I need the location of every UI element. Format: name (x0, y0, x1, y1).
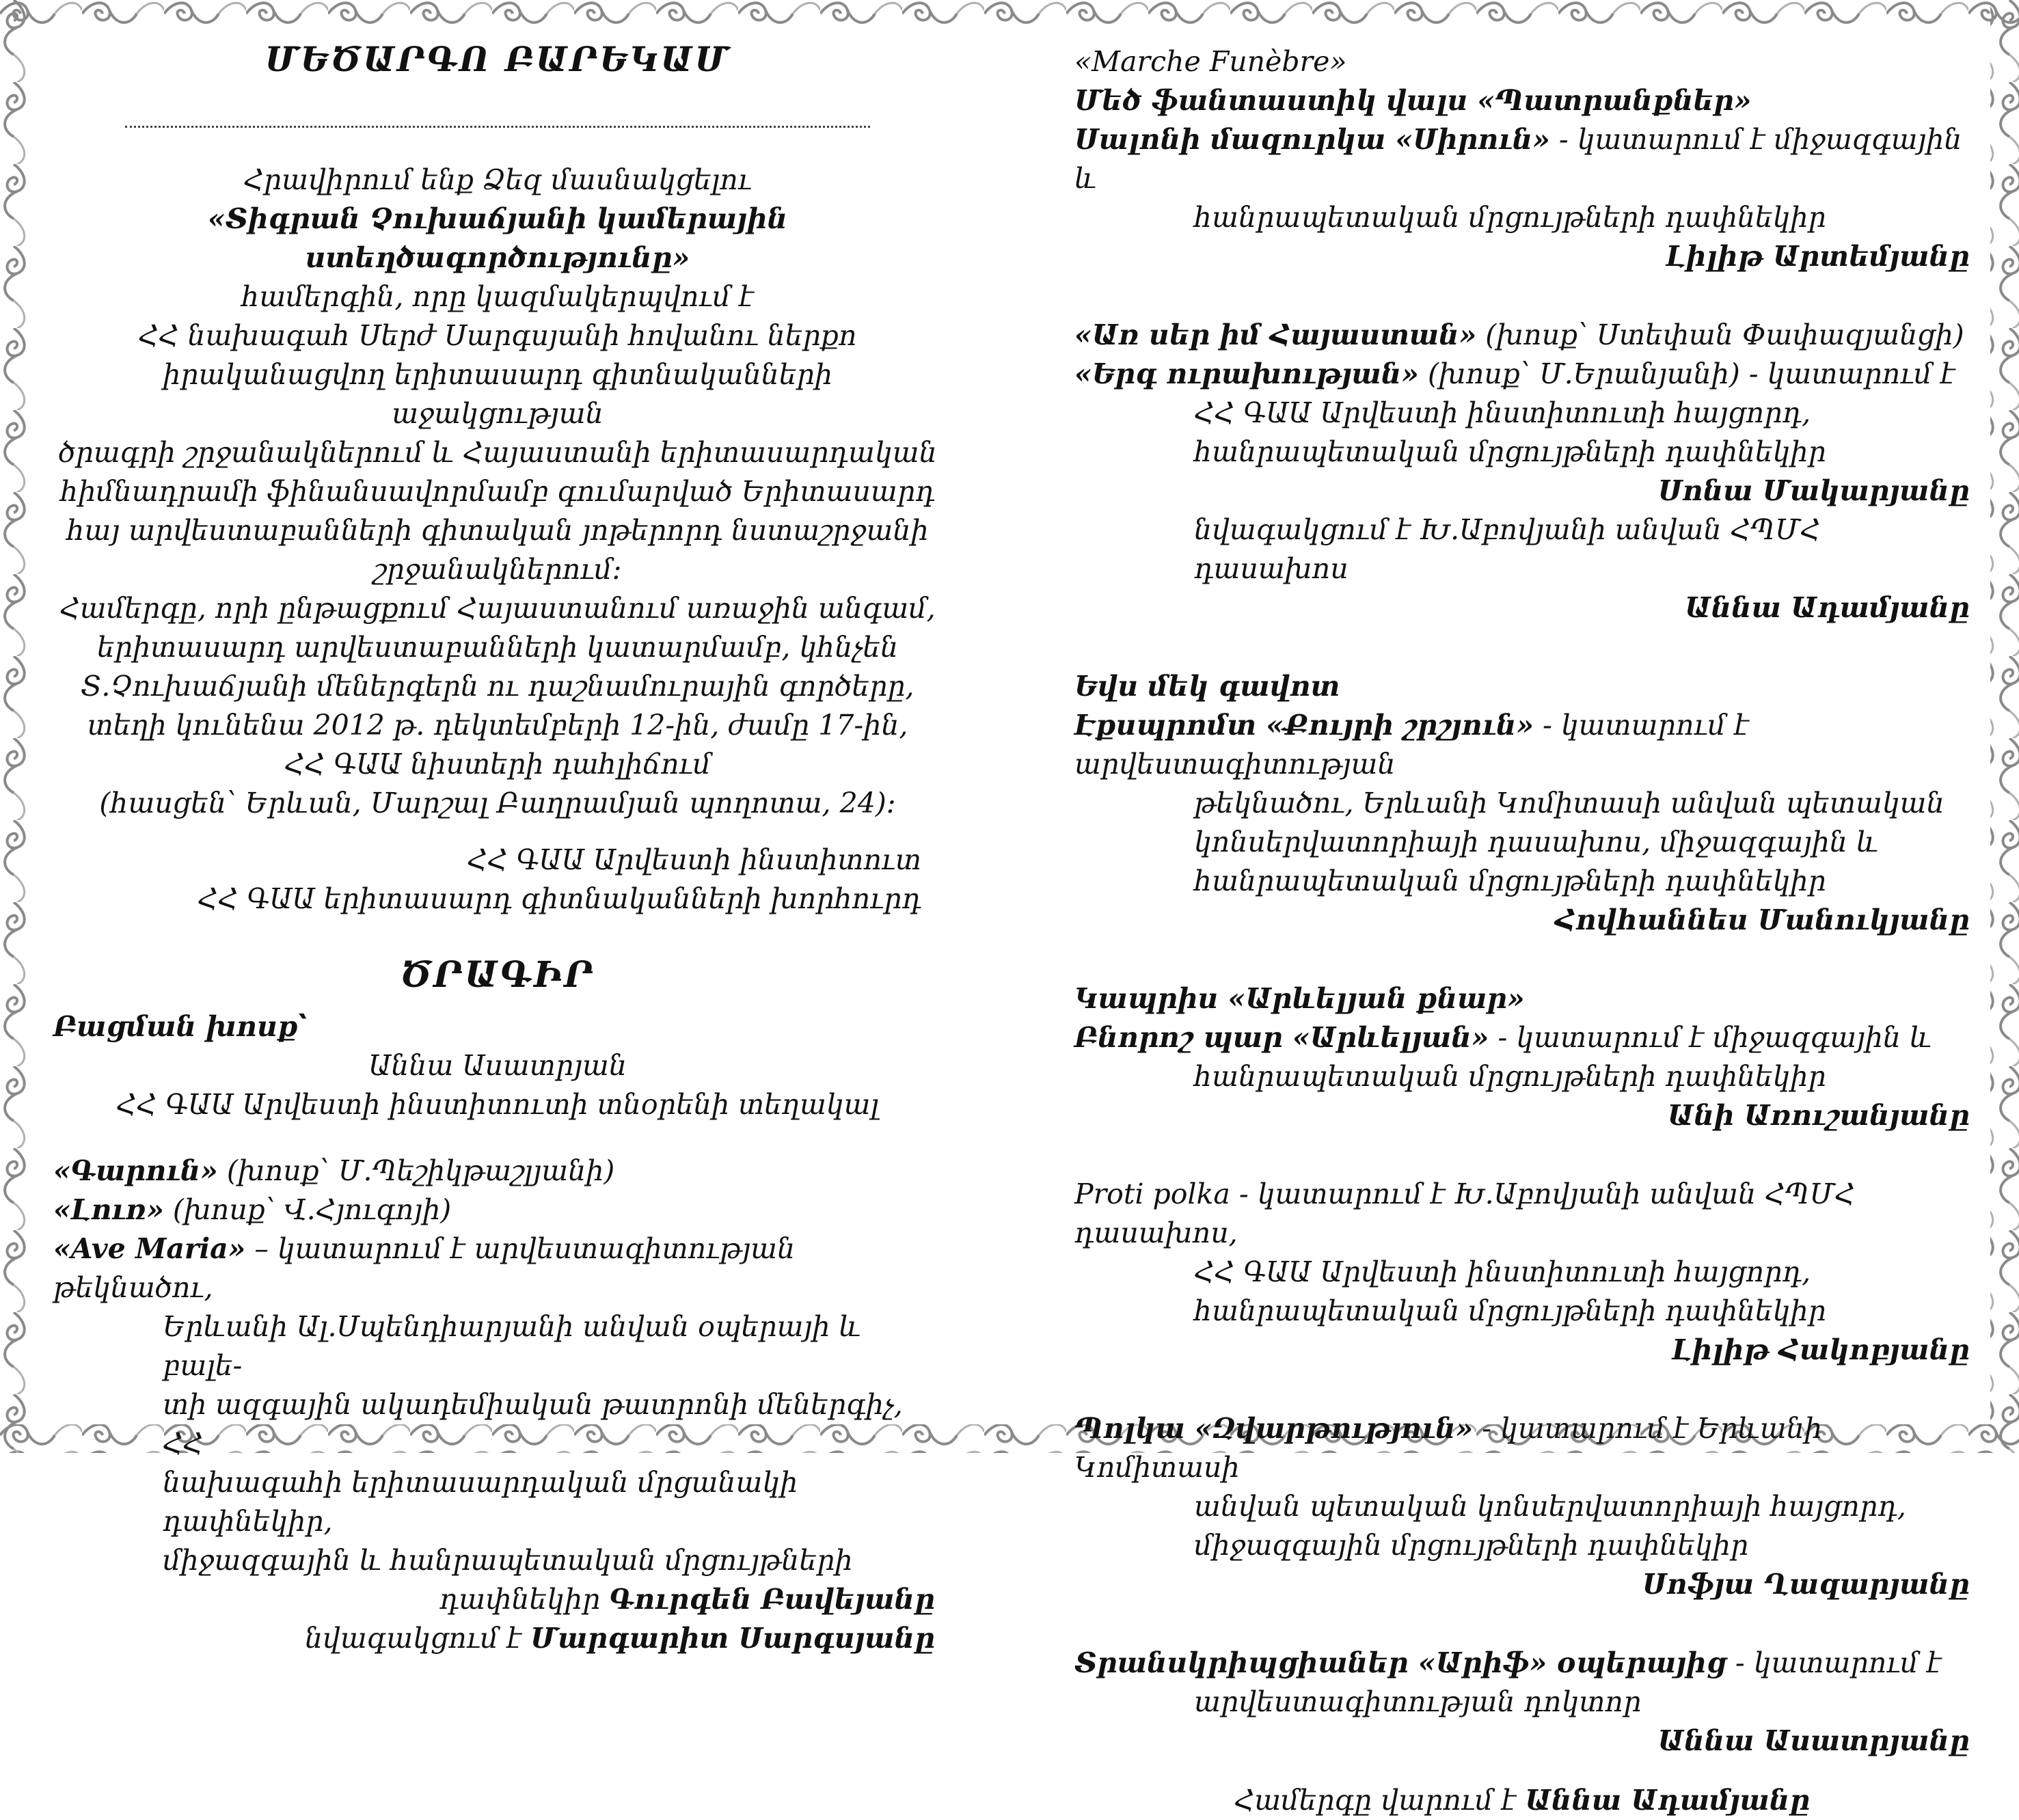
program-bold-text: Մեծ ֆանտաստիկ վալս «Պատրանքներ» (1074, 84, 1752, 117)
program-item (1074, 1409, 1970, 1604)
invitation-line: ՀՀ ԳԱԱ նիստերի դահլիճում (284, 748, 711, 780)
piece-line (53, 1191, 942, 1230)
program-line (1074, 198, 1970, 237)
program-bold-text: «Առ սեր իմ Հայաստան» (1074, 318, 1477, 351)
invitation-line: հիմնադրամի ֆինանսավորմամբ գումարված Երիտասարդ (60, 475, 935, 508)
program-line (1074, 237, 1970, 276)
opening-label: Բացման խոսք՝ (53, 1010, 308, 1043)
opening-role: ՀՀ ԳԱԱ Արվեստի ինստիտուտի տնօրենի տեղակալ (116, 1088, 880, 1121)
detail-line: Երևանի Ալ.Սպենդիարյանի անվան օպերայի և բալե- (163, 1310, 861, 1382)
block-gap (1074, 627, 1970, 667)
program-line (1074, 1018, 1970, 1057)
pieces-list (53, 1152, 942, 1307)
program-line (1074, 901, 1970, 940)
program-bold-text: Տրանսկրիպցիաներ «Արիֆ» օպերայից (1074, 1646, 1726, 1679)
opening-name: Աննա Ասատրյան (368, 1049, 627, 1082)
invitation-line: իրականացվող երիտասարդ գիտնականների աջակցության (163, 358, 832, 430)
program-text: Proti polka (1074, 1178, 1230, 1210)
invitation-line: ծրագրի շրջանակներում և Հայաստանի երիտասարդական (58, 436, 937, 469)
program-text: միջազգային մրցույթների դափնեկիր (1194, 1529, 1749, 1562)
program-text: - կատարում է Խ.Աբովյանի անվան ՀՊՄՀ դասախոս, (1074, 1178, 1855, 1249)
program-blocks (1074, 42, 1970, 1761)
program-line (1074, 823, 1970, 862)
program-item (1074, 1175, 1970, 1370)
program-line (1074, 706, 1970, 784)
invitation-line: Հրավիրում ենք Ձեզ մասնակցելու (243, 163, 752, 196)
program-bold-text: Սոֆյա Ղազարյանը (1642, 1568, 1970, 1601)
program-text: անվան պետական կոնսերվատորիայի հայցորդ, (1194, 1490, 1906, 1523)
program-text: ՀՀ ԳԱԱ Արվեստի ինստիտուտի հայցորդ, (1194, 396, 1811, 429)
program-bold-text: Լիլիթ Արտեմյանը (1666, 240, 1970, 273)
program-line (1074, 1096, 1970, 1135)
program-bold-text: Եվս մեկ գավոտ (1074, 670, 1340, 703)
program-line (1074, 42, 1970, 81)
invitation-title: ՄԵԾԱՐԳՈ ԲԱՐԵԿԱՄ (265, 39, 731, 79)
detail-line: նախագահի երիտասարդական մրցանակի դափնեկիր, (163, 1466, 798, 1538)
program-text: - կատարում է արվեստագիտության (1074, 709, 1749, 780)
detail-line: տի ազգային ակադեմիական թատրոնի մեներգիչ, ՀՀ (163, 1388, 903, 1460)
program-item (1074, 42, 1970, 276)
program-bold-text: Սալոնի մազուրկա «Սիրուն» (1074, 123, 1550, 156)
program-column (1074, 42, 1970, 1820)
program-text: արվեստագիտության դոկտոր (1194, 1685, 1642, 1718)
program-text: - կատարում է միջազգային և (1489, 1021, 1932, 1054)
program-line (1074, 1487, 1970, 1526)
program-line (1074, 667, 1970, 706)
program-line (1074, 355, 1970, 394)
program-bold-text: Աննա Ադամյանը (1684, 591, 1970, 624)
invitation-column (53, 36, 942, 1658)
program-line (1074, 784, 1970, 823)
invitation-line: Տ.Չուխաճյանի մեներգերն ու դաշնամուրային գործերը, (81, 670, 914, 703)
program-line (1074, 1292, 1970, 1331)
program-item (1074, 316, 1970, 627)
program-bold-text: Անի Առուշանյանը (1667, 1099, 1970, 1132)
program-text: «Marche Funèbre» (1074, 45, 1347, 78)
program-text: հանրապետական մրցույթների դափնեկիր (1194, 865, 1826, 897)
invitation-line: տեղի կունենա 2012 թ. դեկտեմբերի 12-ին, ժամը 17-ին, (87, 709, 908, 742)
ave-maria-details (53, 1307, 942, 1580)
program-text: նվագակցում է Խ.Աբովյանի անվան ՀՊՄՀ դասախոս (1194, 513, 1821, 585)
program-text: կոնսերվատորիայի դասախոս, միջազգային և (1194, 826, 1879, 858)
program-item (1074, 1644, 1970, 1761)
piece-line (53, 1230, 942, 1307)
program-line (1074, 1175, 1970, 1253)
program-line (1074, 1253, 1970, 1292)
program-line (1074, 1526, 1970, 1565)
dotted-divider (125, 126, 870, 128)
piece-info: (խոսք՝ Վ.Հյուգոյի) (163, 1193, 452, 1226)
program-text: ՀՀ ԳԱԱ Արվեստի ինստիտուտի հայցորդ, (1194, 1255, 1811, 1288)
program-text: հանրապետական մրցույթների դափնեկիր (1194, 1294, 1826, 1327)
program-line (1074, 1722, 1970, 1761)
program-text: - կատարում է (1726, 1646, 1942, 1679)
accompanist-name: Մարգարիտ Սարգսյանը (530, 1622, 935, 1655)
organizer-line: ՀՀ ԳԱԱ երիտասարդ գիտնականների խորհուրդ (198, 882, 921, 915)
invitation-line: շրջանակներում: (373, 553, 622, 586)
program-bold-text: Պոլկա «Զվարթություն» (1074, 1412, 1474, 1445)
program-line (1074, 394, 1970, 433)
invitation-text (53, 161, 942, 823)
performer-name: Գուրգեն Բավեյանը (609, 1583, 935, 1616)
program-text: - կատարում է Երևանի Կոմիտասի (1074, 1412, 1822, 1484)
piece-line (53, 1152, 942, 1191)
program-line (1074, 472, 1970, 511)
program-line (1074, 1331, 1970, 1370)
program-bold-text: Էքսպրոմտ «Քույրի շրշյուն» (1074, 709, 1534, 742)
organizers (53, 841, 942, 919)
program-line (1074, 588, 1970, 627)
program-bold-text: Լիլիթ Հակոբյանը (1671, 1333, 1970, 1366)
program-bold-text: Հովհաննես Մանուկյանը (1555, 904, 1970, 936)
program-line (1074, 1565, 1970, 1604)
host-name: Աննա Ադամյանը (1525, 1784, 1811, 1817)
block-gap (1074, 940, 1970, 979)
program-text: հանրապետական մրցույթների դափնեկիր (1194, 201, 1826, 234)
accompanist-line (53, 1619, 942, 1658)
program-line (1074, 433, 1970, 472)
performer-line (53, 1580, 942, 1619)
block-gap (1074, 276, 1970, 316)
program-line (1074, 1057, 1970, 1096)
invitation-line: ՀՀ նախագահ Սերժ Սարգսյանի հովանու ներքո (138, 319, 857, 352)
piece-info: (խոսք՝ Մ.Պեշիկթաշլյանի) (217, 1154, 615, 1187)
program-text: թեկնածու, Երևանի Կոմիտասի անվան պետական (1194, 787, 1945, 819)
program-line (1074, 1644, 1970, 1683)
program-line (1074, 511, 1970, 588)
program-item (1074, 979, 1970, 1135)
piece-info: – կատարում է արվեստագիտության թեկնածու, (53, 1232, 796, 1304)
program-text: - կատարում է միջազգային և (1074, 123, 1962, 195)
block-gap (1074, 1370, 1970, 1409)
invitation-line: երիտասարդ արվեստաբանների կատարմամբ, կհնչեն (96, 631, 899, 664)
program-text: (խոսք՝ Ստեփան Փափազյանցի) (1476, 318, 1964, 351)
program-line (1074, 862, 1970, 901)
invitation-line: հայ արվեստաբանների գիտական յոթերորդ նստաշրջանի (66, 514, 929, 547)
invitation-line: (հասցեն՝ Երևան, Մարշալ Բաղրամյան պողոտա, 24): (99, 787, 896, 819)
program-bold-text: «Երգ ուրախության» (1074, 357, 1419, 390)
program-bold-text: Բնորոշ պար «Արևելյան» (1074, 1021, 1489, 1054)
program-bold-text: Աննա Ասատրյանը (1657, 1724, 1970, 1757)
program-text: հանրապետական մրցույթների դափնեկիր (1194, 435, 1826, 468)
program-line (1074, 1409, 1970, 1487)
accompanist-prefix: նվագակցում է (304, 1622, 531, 1655)
piece-title: «Լուռ» (53, 1193, 164, 1226)
performer-prefix: դափնեկիր (439, 1583, 610, 1616)
invitation-line: Համերգը, որի ընթացքում Հայաստանում առաջին անգամ, (59, 592, 936, 625)
program-line (1074, 979, 1970, 1018)
organizer-line: ՀՀ ԳԱԱ Արվեստի ինստիտուտ (467, 843, 921, 876)
program-line (1074, 120, 1970, 198)
program-line (1074, 81, 1970, 120)
invitation-line: համերգին, որը կազմակերպվում է (241, 280, 754, 313)
program-text: հանրապետական մրցույթների դափնեկիր (1194, 1060, 1826, 1093)
host-prefix: Համերգը վարում է (1234, 1784, 1526, 1817)
program-title: ԾՐԱԳԻՐ (400, 954, 595, 996)
program-item (1074, 667, 1970, 940)
invitation-line: «Տիգրան Չուխաճյանի կամերային ստեղծագործությունը» (207, 202, 788, 274)
block-gap (1074, 1135, 1970, 1175)
program-bold-text: Սոնա Մակարյանը (1657, 474, 1970, 507)
piece-title: «Գարուն» (53, 1154, 218, 1187)
program-text: (խոսք՝ Մ.Երանյանի) - կատարում է (1418, 357, 1955, 390)
host-line (1074, 1781, 1970, 1820)
program-bold-text: Կապրիս «Արևելյան քնար» (1074, 982, 1525, 1015)
program-line (1074, 1683, 1970, 1722)
block-gap (1074, 1604, 1970, 1644)
piece-title: «Ave Maria» (53, 1232, 246, 1265)
detail-line: միջազգային և հանրապետական մրցույթների (163, 1544, 853, 1577)
program-line (1074, 316, 1970, 355)
